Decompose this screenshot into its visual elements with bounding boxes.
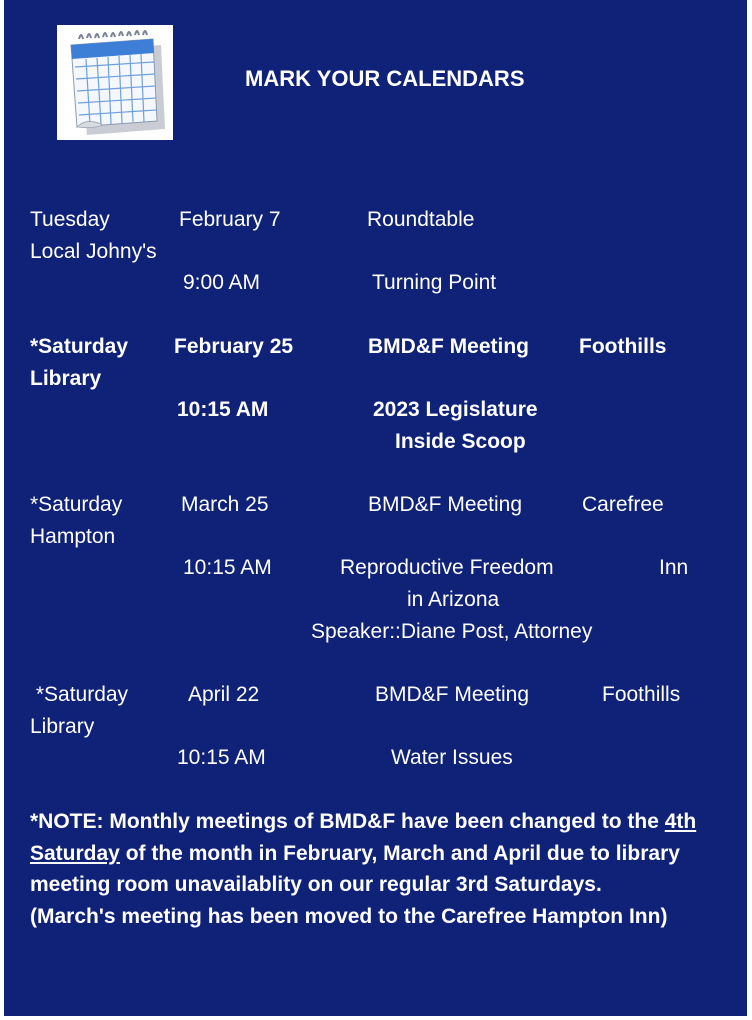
event-time: 10:15 AM [177, 398, 269, 421]
note-highlight: 4th Saturday [30, 810, 697, 865]
event-venue: Hampton [30, 525, 116, 548]
event-day: *Saturday [30, 493, 123, 516]
calendar-panel [4, 0, 747, 1016]
note-paragraph [30, 806, 730, 901]
event-title: BMD&F Meeting [368, 493, 523, 516]
event-day: *Saturday [30, 683, 129, 706]
event-venue: Local Johny's [30, 240, 157, 263]
event-date: April 22 [188, 683, 260, 706]
event-venue: Library [30, 715, 95, 738]
event-topic: in Arizona [407, 588, 500, 611]
event-date: March 25 [181, 493, 269, 516]
page-title: MARK YOUR CALENDARS [245, 66, 525, 91]
event-time: 10:15 AM [183, 556, 272, 579]
event-venue: Inn [659, 556, 689, 579]
event-title: BMD&F Meeting [368, 335, 529, 358]
note-venue-change: (March's meeting has been moved to the Carefree Hampton Inn) [30, 905, 668, 929]
event-venue: Foothills [602, 683, 681, 706]
event-day: *Saturday [30, 335, 129, 358]
note-text: *NOTE: Monthly meetings of BMD&F have been changed to the [30, 810, 665, 833]
event-topic: Water Issues [391, 746, 513, 769]
calendar-icon [57, 25, 173, 140]
note-text: of the month in February, March and April due to library meeting room unavailablity on our regular 3rd Saturdays. [30, 841, 680, 897]
event-topic: Reproductive Freedom [340, 556, 554, 579]
event-time: 10:15 AM [177, 746, 266, 769]
event-topic: Turning Point [372, 271, 497, 294]
event-venue: Library [30, 367, 102, 390]
schedule-note [30, 806, 730, 933]
event-venue: Carefree [582, 493, 664, 516]
event-venue: Foothills [579, 335, 667, 358]
event-title: BMD&F Meeting [375, 683, 530, 706]
event-speaker: Speaker::Diane Post, Attorney [311, 620, 593, 643]
event-date: February 7 [179, 208, 281, 231]
event-topic: 2023 Legislature [373, 398, 538, 421]
event-title: Roundtable [367, 208, 475, 231]
event-time: 9:00 AM [183, 271, 261, 294]
event-topic: Inside Scoop [395, 430, 526, 453]
event-date: February 25 [174, 335, 294, 358]
event-day: Tuesday [30, 208, 110, 231]
